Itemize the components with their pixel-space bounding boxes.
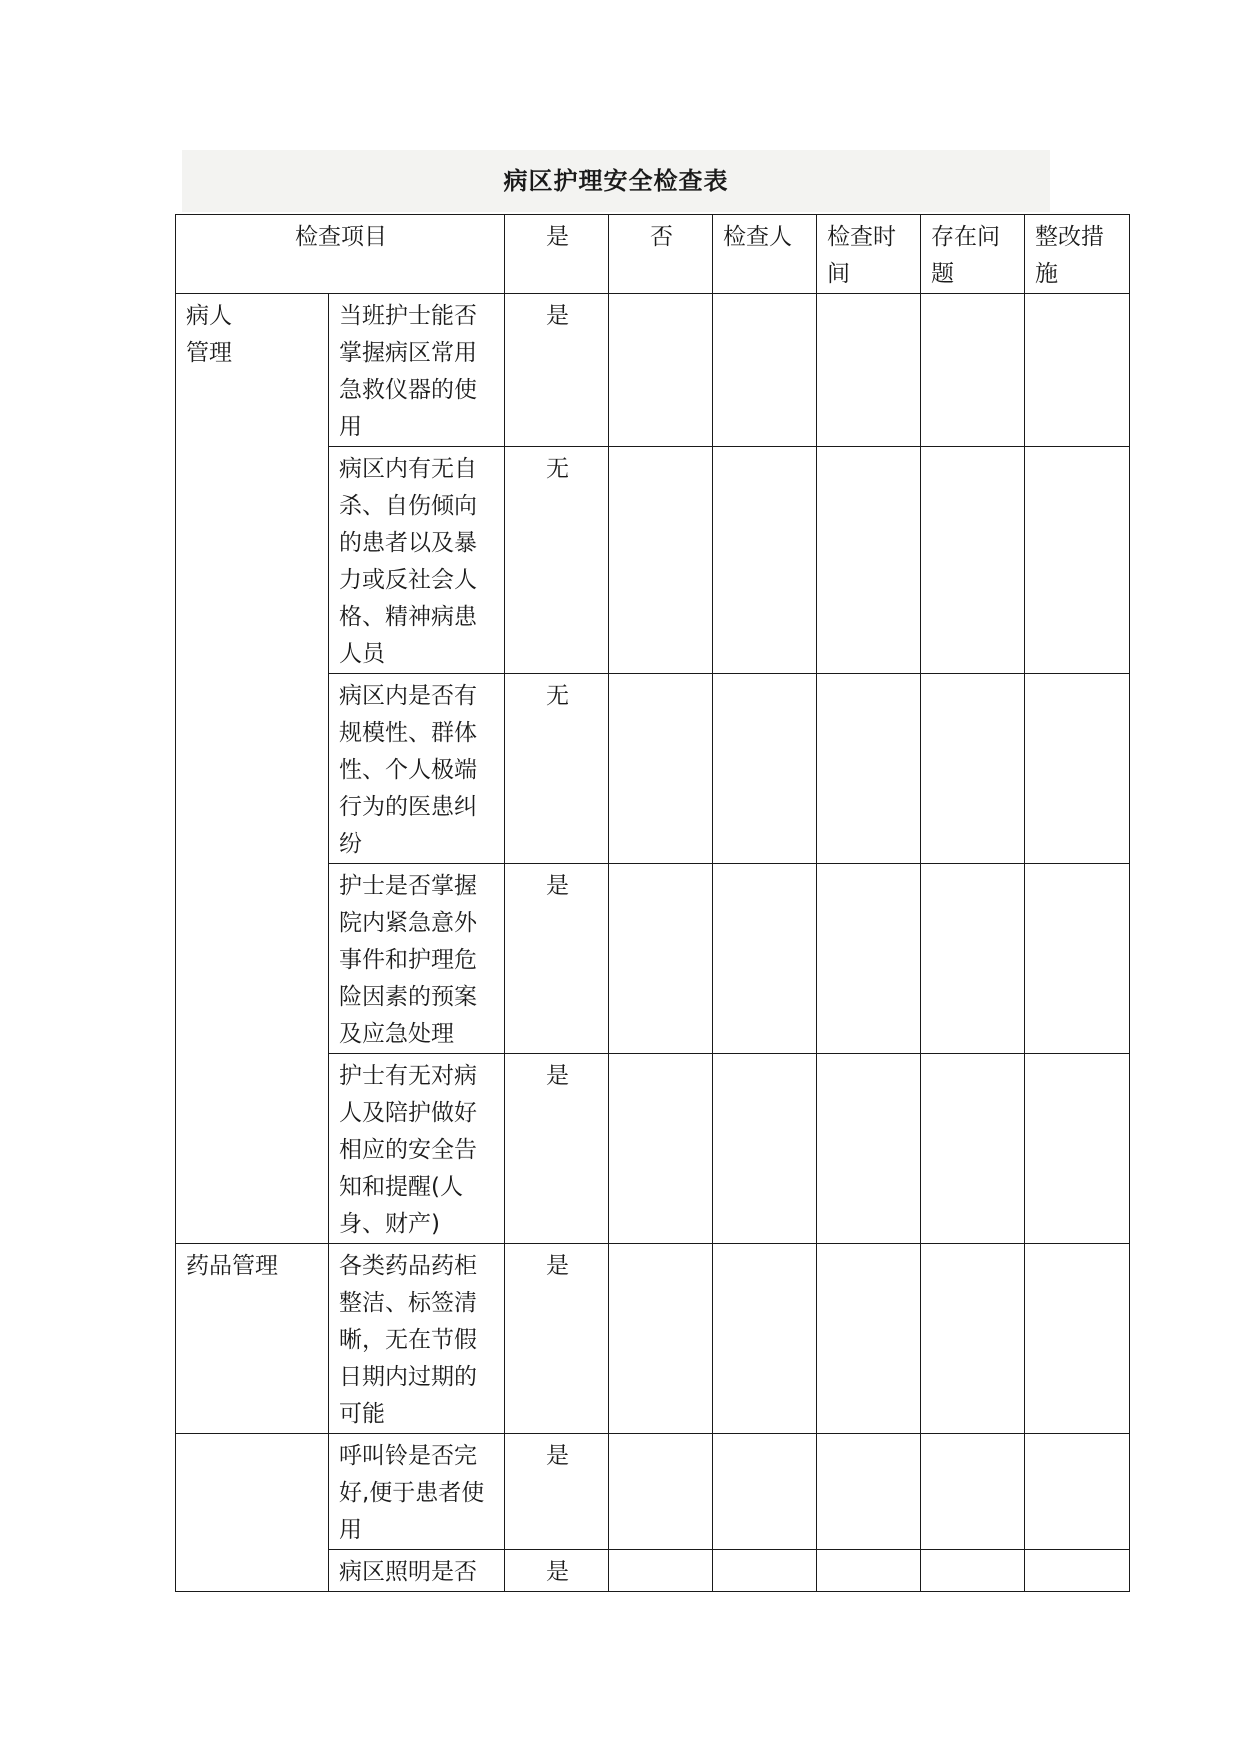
row-content: 病区内是否有规模性、群体性、个人极端行为的医患纠纷 bbox=[329, 674, 505, 864]
header-measure: 整改措施 bbox=[1025, 215, 1130, 294]
row-problem bbox=[921, 1244, 1025, 1434]
row-inspector bbox=[713, 447, 817, 674]
table-row bbox=[176, 1434, 1130, 1550]
row-yes: 无 bbox=[505, 674, 609, 864]
row-problem bbox=[921, 1550, 1025, 1592]
header-item: 检查项目 bbox=[176, 215, 505, 294]
row-no bbox=[609, 447, 713, 674]
category-blank bbox=[176, 1434, 329, 1592]
row-no bbox=[609, 1550, 713, 1592]
row-measure bbox=[1025, 294, 1130, 447]
row-problem bbox=[921, 447, 1025, 674]
row-measure bbox=[1025, 864, 1130, 1054]
row-measure bbox=[1025, 1550, 1130, 1592]
table-row bbox=[176, 294, 1130, 447]
row-measure bbox=[1025, 1244, 1130, 1434]
row-inspector bbox=[713, 864, 817, 1054]
row-measure bbox=[1025, 1434, 1130, 1550]
row-time bbox=[817, 674, 921, 864]
row-time bbox=[817, 1244, 921, 1434]
category-drug: 药品管理 bbox=[176, 1244, 329, 1434]
category-patient: 病人管理 bbox=[176, 294, 329, 1244]
row-yes: 是 bbox=[505, 1550, 609, 1592]
row-content: 病区内有无自杀、自伤倾向的患者以及暴力或反社会人格、精神病患人员 bbox=[329, 447, 505, 674]
row-time bbox=[817, 1054, 921, 1244]
row-content: 呼叫铃是否完好,便于患者使用 bbox=[329, 1434, 505, 1550]
row-content: 当班护士能否掌握病区常用急救仪器的使用 bbox=[329, 294, 505, 447]
row-problem bbox=[921, 864, 1025, 1054]
header-no: 否 bbox=[609, 215, 713, 294]
row-yes: 是 bbox=[505, 1244, 609, 1434]
row-inspector bbox=[713, 294, 817, 447]
row-content: 病区照明是否 bbox=[329, 1550, 505, 1592]
row-no bbox=[609, 1434, 713, 1550]
table-row bbox=[176, 1244, 1130, 1434]
header-inspector: 检查人 bbox=[713, 215, 817, 294]
header-row bbox=[176, 215, 1130, 294]
row-time bbox=[817, 864, 921, 1054]
row-problem bbox=[921, 294, 1025, 447]
row-time bbox=[817, 1550, 921, 1592]
row-no bbox=[609, 1054, 713, 1244]
row-problem bbox=[921, 1434, 1025, 1550]
row-measure bbox=[1025, 447, 1130, 674]
row-time bbox=[817, 447, 921, 674]
row-time bbox=[817, 294, 921, 447]
row-measure bbox=[1025, 1054, 1130, 1244]
page-title: 病区护理安全检查表 bbox=[503, 167, 729, 195]
row-yes: 是 bbox=[505, 1054, 609, 1244]
row-no bbox=[609, 864, 713, 1054]
header-yes: 是 bbox=[505, 215, 609, 294]
row-inspector bbox=[713, 1054, 817, 1244]
row-problem bbox=[921, 1054, 1025, 1244]
row-yes: 是 bbox=[505, 1434, 609, 1550]
row-problem bbox=[921, 674, 1025, 864]
row-measure bbox=[1025, 674, 1130, 864]
row-time bbox=[817, 1434, 921, 1550]
row-no bbox=[609, 294, 713, 447]
row-inspector bbox=[713, 1550, 817, 1592]
row-yes: 是 bbox=[505, 294, 609, 447]
inspection-table bbox=[175, 214, 1130, 1592]
row-content: 护士有无对病人及陪护做好相应的安全告知和提醒(人身、财产) bbox=[329, 1054, 505, 1244]
row-inspector bbox=[713, 674, 817, 864]
row-content: 护士是否掌握院内紧急意外事件和护理危险因素的预案及应急处理 bbox=[329, 864, 505, 1054]
row-content: 各类药品药柜整洁、标签清晰，无在节假日期内过期的可能 bbox=[329, 1244, 505, 1434]
row-inspector bbox=[713, 1244, 817, 1434]
row-no bbox=[609, 674, 713, 864]
row-inspector bbox=[713, 1434, 817, 1550]
header-problem: 存在问题 bbox=[921, 215, 1025, 294]
row-yes: 无 bbox=[505, 447, 609, 674]
header-time: 检查时间 bbox=[817, 215, 921, 294]
row-no bbox=[609, 1244, 713, 1434]
row-yes: 是 bbox=[505, 864, 609, 1054]
